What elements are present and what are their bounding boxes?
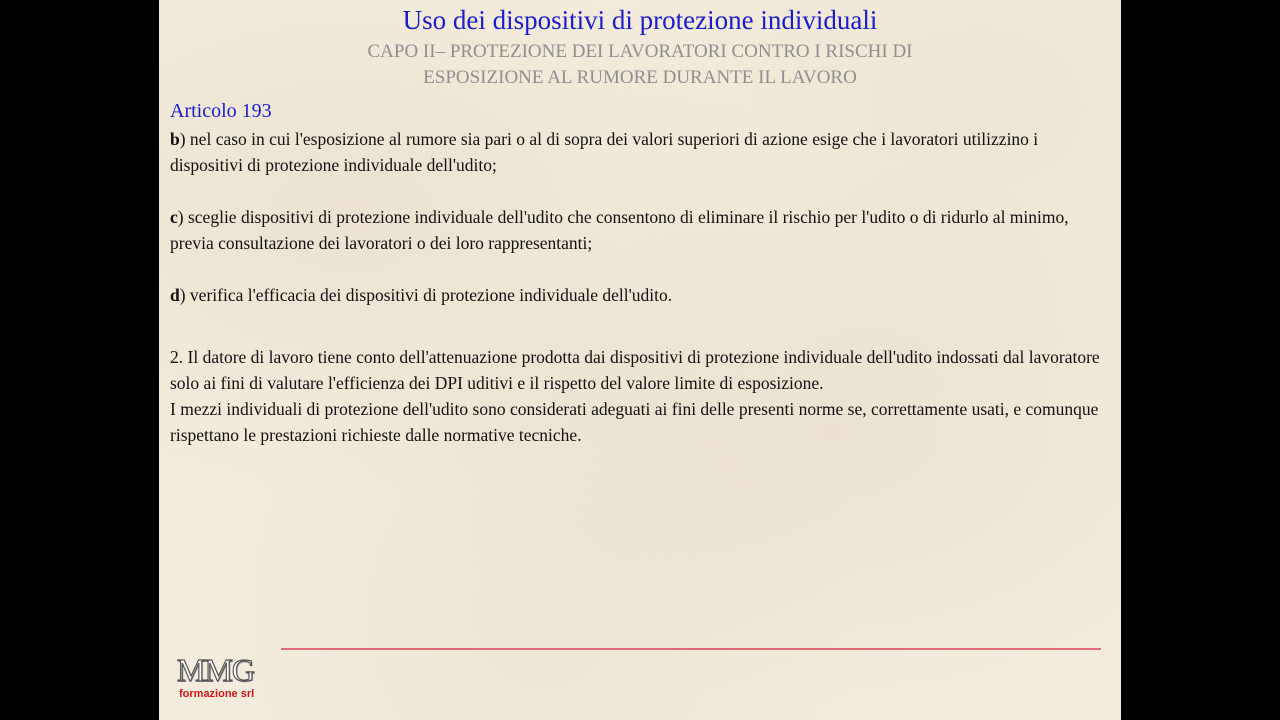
- item-d: [170, 282, 1110, 308]
- item-c: [170, 204, 1110, 256]
- logo-mark: MMG: [177, 652, 255, 688]
- item-text: ) verifica l'efficacia dei dispositivi di protezione individuale dell'udito.: [179, 285, 673, 305]
- subtitle-line-2: ESPOSIZIONE AL RUMORE DURANTE IL LAVORO: [423, 67, 857, 88]
- slide-subtitle: [159, 39, 1121, 91]
- paragraph-2: 2. Il datore di lavoro tiene conto dell'attenuazione prodotta dai dispositivi di protezione individuale dell'udito indossati dal lavoratore solo ai fini di valutare l'efficienza dei DPI uditivi e il rispetto del valore limite di esposizione.: [170, 347, 1100, 393]
- subtitle-line-1: CAPO II– PROTEZIONE DEI LAVORATORI CONTRO I RISCHI DI: [367, 41, 913, 62]
- item-letter: b: [170, 129, 180, 149]
- slide-content: [170, 126, 1110, 448]
- footer-divider: [281, 648, 1101, 650]
- logo-subtitle: formazione srl: [179, 688, 255, 700]
- item-letter: c: [170, 207, 178, 227]
- item-letter: d: [170, 285, 180, 305]
- company-logo: [177, 652, 273, 706]
- slide: [159, 0, 1121, 720]
- article-heading: Articolo 193: [170, 100, 272, 122]
- slide-title: Uso dei dispositivi di protezione individuali: [402, 5, 878, 35]
- item-b: [170, 126, 1110, 178]
- item-text: ) nel caso in cui l'esposizione al rumore sia pari o al di sopra dei valori superiori di azione esige che i lavoratori utilizzino i dispositivi di protezione individuale dell'udito;: [170, 129, 1039, 175]
- paragraph-3: I mezzi individuali di protezione dell'udito sono considerati adeguati ai fini delle presenti norme se, correttamente usati, e comunque rispettano le prestazioni richieste dalle normative tecniche.: [170, 399, 1099, 445]
- item-text: ) sceglie dispositivi di protezione individuale dell'udito che consentono di eliminare il rischio per l'udito o di ridurlo al minimo, previa consultazione dei lavoratori o dei loro rappresentanti;: [170, 207, 1069, 253]
